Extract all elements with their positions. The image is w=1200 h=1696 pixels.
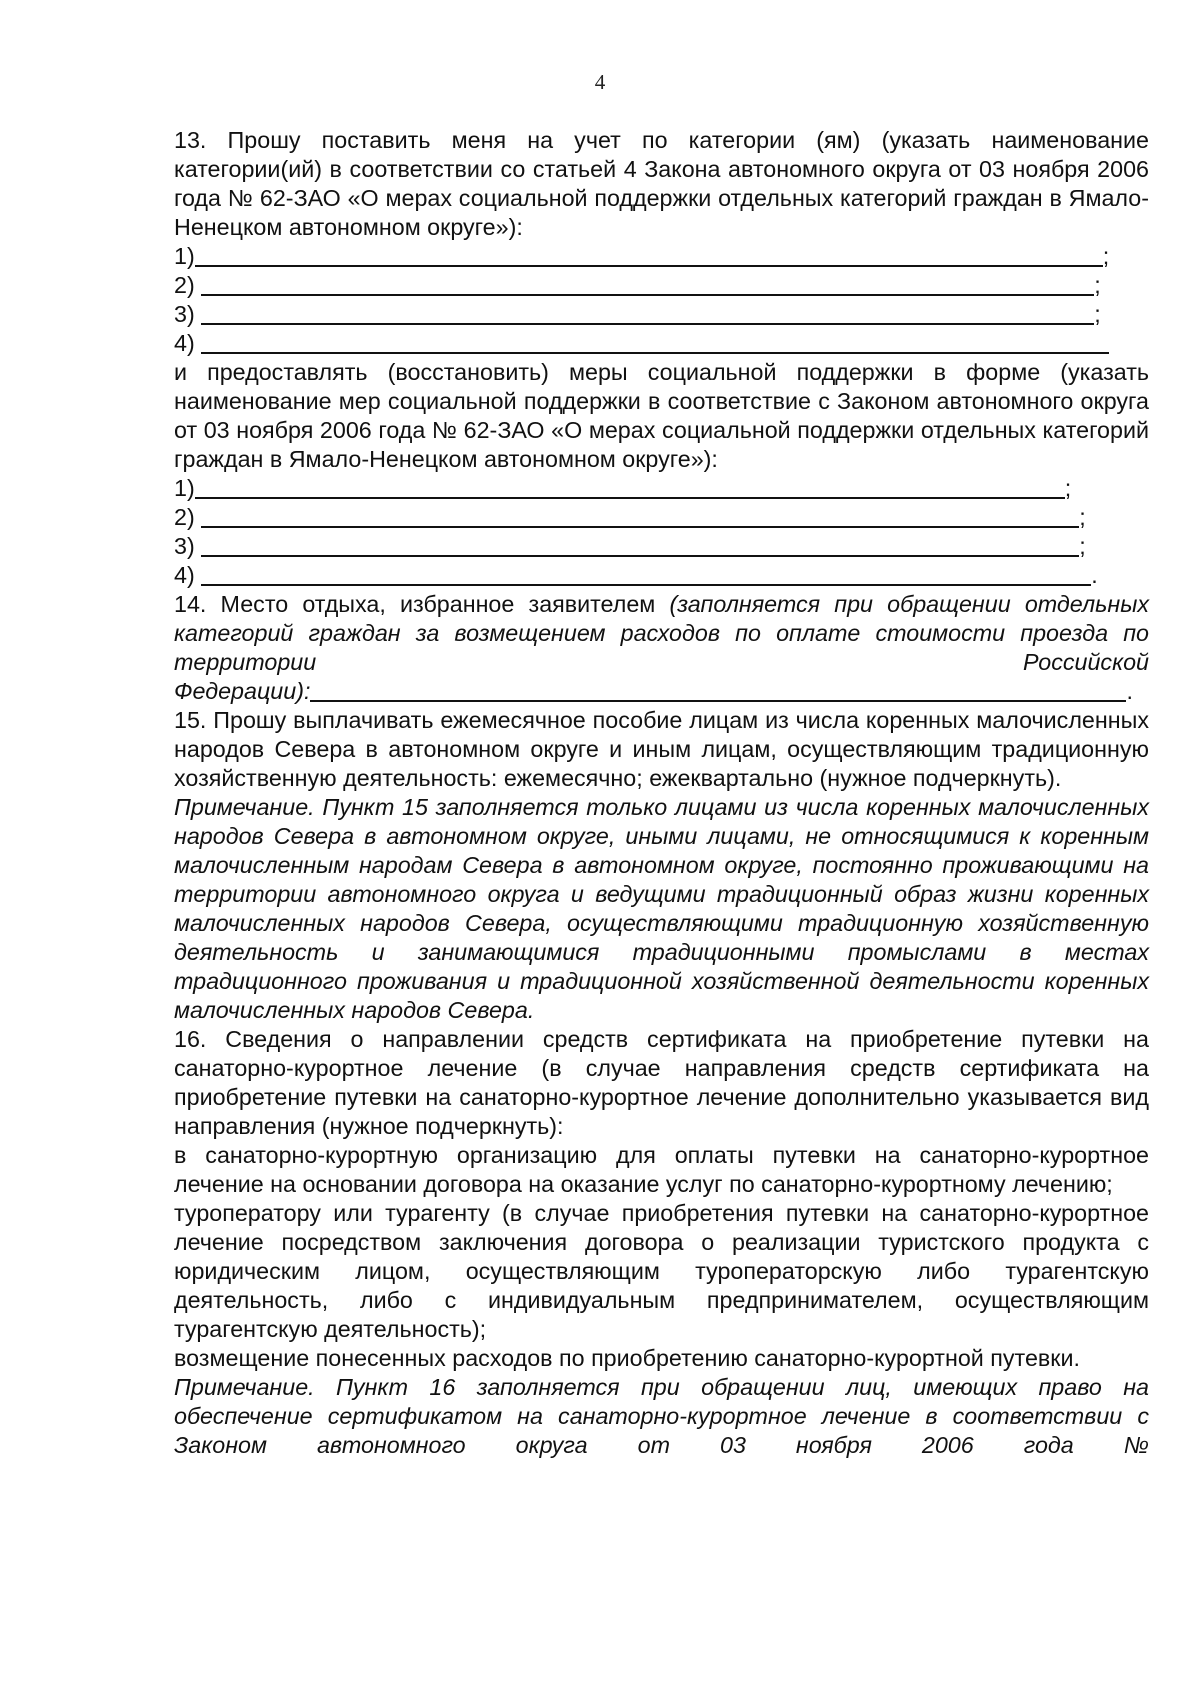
item-14-end: . bbox=[1126, 678, 1133, 704]
blank-line[interactable] bbox=[195, 243, 1103, 267]
item-14-text bbox=[174, 590, 1149, 677]
item-14-lead: 14. Место отдыха, избранное заявителем bbox=[174, 591, 670, 617]
blank-line[interactable] bbox=[201, 330, 1109, 354]
document-body bbox=[174, 126, 1149, 1460]
item-15-text: 15. Прошу выплачивать ежемесячное пособие лицам из числа коренных малочисленных народов Севера в автономном округе и иным лицам, осуществляющим традиционную хозяйственную деятельность: ежемесячно; ежеквартально (нужное подчеркнуть). bbox=[174, 707, 1149, 791]
measure-line-4[interactable]: 4) . bbox=[174, 562, 1098, 588]
category-line-1[interactable]: 1) ; bbox=[174, 243, 1110, 269]
measure-line-2[interactable]: 2) ; bbox=[174, 504, 1086, 530]
measures-text: и предоставлять (восстановить) меры социальной поддержки в форме (указать наименование мер социальной поддержки в соответствие с Законом автономного округа от 03 ноября 2006 года № 62-ЗАО «О мерах социальной поддержки отдельных категорий граждан в Ямало-Ненецком автономном округе»): bbox=[174, 359, 1149, 472]
page-number: 4 bbox=[594, 70, 606, 94]
item-16-note: Примечание. Пункт 16 заполняется при обращении лиц, имеющих право на обеспечение сертификатом на санаторно-курортное лечение в соответствии с Законом автономного округа от 03 ноября 2006 года № bbox=[174, 1374, 1149, 1458]
blank-line[interactable] bbox=[195, 475, 1065, 499]
category-line-4[interactable]: 4) bbox=[174, 329, 1149, 358]
category-line-3[interactable]: 3) ; bbox=[174, 301, 1101, 327]
blank-line[interactable] bbox=[201, 562, 1091, 586]
item-13-text: 13. Прошу поставить меня на учет по категории (ям) (указать наименование категории(ий) в соответствии со статьей 4 Закона автономного округа от 03 ноября 2006 года № 62-ЗАО «О мерах социальной поддержки отдельных категорий граждан в Ямало-Ненецком автономном округе»): bbox=[174, 127, 1149, 240]
blank-line[interactable] bbox=[201, 504, 1079, 528]
measure-line-3[interactable]: 3) ; bbox=[174, 533, 1086, 559]
item-16-option-1[interactable]: в санаторно-курортную организацию для оплаты путевки на санаторно-курортное лечение на основании договора на оказание услуг по санаторно-курортному лечению; bbox=[174, 1142, 1149, 1197]
blank-line[interactable] bbox=[201, 301, 1094, 325]
item-16-option-3[interactable]: возмещение понесенных расходов по приобретению санаторно-курортной путевки. bbox=[174, 1345, 1080, 1371]
category-line-2[interactable]: 2) ; bbox=[174, 272, 1101, 298]
blank-line[interactable] bbox=[201, 533, 1079, 557]
item-14-italic-last: Федерации): bbox=[174, 678, 311, 704]
blank-line[interactable] bbox=[201, 272, 1094, 296]
item-16-option-2[interactable]: туроператору или турагенту (в случае приобретения путевки на санаторно-курортное лечение посредством заключения договора о реализации туристского продукта с юридическим лицом, осуществляющим туроператорскую либо турагентскую деятельность, либо с индивидуальным предпринимателем, осуществляющим турагентскую деятельность); bbox=[174, 1200, 1149, 1342]
item-14-fill-line[interactable] bbox=[174, 677, 1149, 706]
measure-line-1[interactable]: 1) ; bbox=[174, 475, 1072, 501]
blank-line[interactable] bbox=[310, 678, 1126, 702]
item-14-italic: (заполняется при обращении отдельных категорий граждан за возмещением расходов по оплате стоимости проезда по территории Российской bbox=[174, 591, 1149, 675]
category-lines bbox=[174, 242, 1149, 358]
measure-lines bbox=[174, 474, 1149, 590]
item-16-text: 16. Сведения о направлении средств сертификата на приобретение путевки на санаторно-курортное лечение (в случае направления средств сертификата на приобретение путевки на санаторно-курортное лечение дополнительно указывается вид направления (нужное подчеркнуть): bbox=[174, 1026, 1149, 1139]
item-15-note: Примечание. Пункт 15 заполняется только лицами из числа коренных малочисленных народов Севера в автономном округе, иными лицами, не относящимися к коренным малочисленным народам Севера в автономном округе, постоянно проживающими на территории автономного округа и ведущими традиционный образ жизни коренных малочисленных народов Севера, осуществляющими традиционную хозяйственную деятельность и занимающимися традиционными промыслами в местах традиционного проживания и традиционной хозяйственной деятельности коренных малочисленных народов Севера. bbox=[174, 794, 1149, 1023]
